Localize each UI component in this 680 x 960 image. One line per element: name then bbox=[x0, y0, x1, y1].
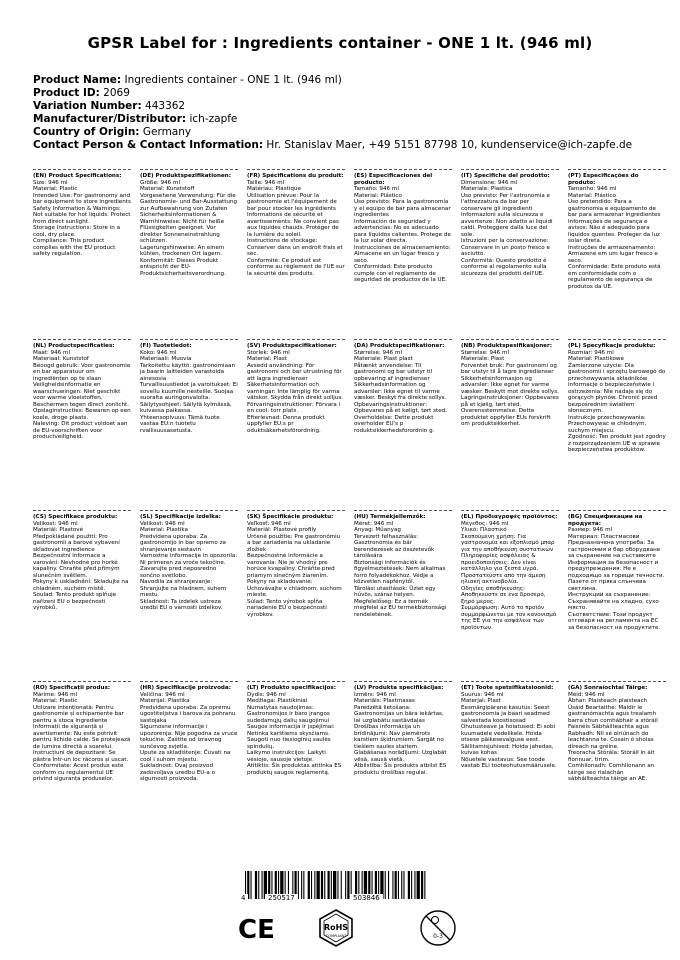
section-heading: (EN) Product Specifications: bbox=[33, 173, 122, 179]
spec-line: Størrelse: 946 ml bbox=[354, 349, 403, 356]
spec-line: Instructions de stockage: Conserver dans un endroit frais et sec. bbox=[247, 238, 345, 257]
spec-line: Turvallisuustiedot ja varoitukset: Ei sovellu kuumille nesteille. Suojaa suoralta auringonvalolta. bbox=[140, 382, 240, 401]
spec-line: Utilisation prévue: Pour la gastronomie et l'équipement de bar pour stocker les ingrédients bbox=[247, 192, 339, 212]
spec-line: Compliance: This product complies with the EU product safety regulation. bbox=[33, 238, 118, 257]
spec-line: Πληροφορίες ασφάλειας & προειδοποιήσεις: Δεν είναι κατάλληλο για ζεστά υγρά. Προστατεύστε από την άμεση ηλιακή ακτινοβολία. bbox=[461, 553, 548, 585]
spec-line: Información de seguridad y advertencias: No es adecuado para líquidos calientes. Protege de la luz solar directa. bbox=[354, 218, 453, 244]
spec-line: Информация за безопасност и предупреждения: Не е подходящо за горещи течности. Пазете от пряка слънчева светлина. bbox=[568, 559, 667, 592]
spec-line: Informations de sécurité et avertissements: Ne convient pas aux liquides chauds. Protéger de la lumière du soleil. bbox=[247, 212, 341, 238]
ce-mark-icon bbox=[238, 915, 275, 945]
spec-line: Suurus: 946 ml bbox=[461, 691, 504, 698]
info-value: Germany bbox=[142, 126, 192, 138]
spec-line: Съответствие: Този продукт отговаря на регламента на ЕС за безопасност на продуктите. bbox=[568, 611, 661, 631]
barcode-bar bbox=[388, 871, 389, 899]
barcode-bar bbox=[251, 871, 252, 899]
spec-line: Izmērs: 946 ml bbox=[354, 691, 396, 698]
spec-line: Biztonsági információk és figyelmeztetések: Nem alkalmas forró folyadékokhoz. Védje a közvetlen napfénytől. bbox=[354, 559, 448, 585]
spec-line: Mărime: 946 ml bbox=[33, 691, 78, 698]
spec-line: Materiale: Plast bbox=[461, 356, 505, 362]
spec-section-pl bbox=[568, 339, 666, 454]
barcode-bar bbox=[385, 871, 386, 899]
spec-line: Materiál: Plastové profily bbox=[247, 527, 317, 533]
spec-line: Instrucțiuni de depozitare: Se păstra într-un loc răcoros și uscat. bbox=[33, 750, 129, 763]
spec-line: Laikymo instrukcijos: Laikyti vėsioje, sausoje vietoje. bbox=[247, 750, 328, 763]
spec-section-it bbox=[461, 169, 559, 277]
spec-line: Lagringsinstruksjoner: Oppbevares på et kjølig, tørt sted. bbox=[461, 395, 561, 408]
spec-line: Dimensione: 946 ml bbox=[461, 179, 518, 186]
spec-line: Dydis: 946 ml bbox=[247, 691, 286, 698]
spec-line: Overensstemmelse: Dette produktet oppfyller EUs forskrift om produktsikkerhet. bbox=[461, 408, 553, 427]
spec-line: Predviđena uporaba: Za opremu ugostiteljstva i barova za pohranu sastojaka bbox=[140, 704, 238, 724]
info-value: ich-zapfe bbox=[189, 113, 238, 125]
spec-line: Instruções de armazenamento: Armazene em um lugar fresco e seco. bbox=[568, 244, 660, 264]
barcode-bar bbox=[308, 871, 310, 899]
spec-line: Velikost: 946 ml bbox=[33, 520, 78, 527]
spec-line: Faisnéis Sábháilteachta agus Rabhadh: Níl sé oiriúnach do leachtanna te. Cosain ó sholas díreach na gréine. bbox=[568, 724, 656, 750]
section-heading: (NL) Productspecificaties: bbox=[33, 343, 115, 349]
spec-line: Saugos informacija ir įspėjimai: Netinka karštiems skysčiams. Saugoti nuo tiesioginių saulės spindulių. bbox=[247, 724, 337, 750]
info-contact bbox=[33, 139, 632, 152]
spec-line: Conformitate: Acest produs este conform cu regulamentul UE privind siguranța produselor. bbox=[33, 763, 126, 782]
section-heading: (RO) Specificații produs: bbox=[33, 685, 111, 691]
barcode-bar bbox=[417, 871, 420, 899]
spec-line: Beoogd gebruik: Voor gastronomie en bar apparatuur om ingrediënten op te slaan bbox=[33, 362, 133, 382]
spec-line: Méret: 946 ml bbox=[354, 520, 394, 527]
spec-line: Zamierzone użycie: Dla gastronomii i sprzętu barowego do przechowywania składników bbox=[568, 362, 668, 382]
spec-section-cs bbox=[33, 510, 131, 612]
spec-line: Bezpečnostní informace a varování: Nevhodné pro horké kapaliny. Chraňte před přímým slunečním světlem. bbox=[33, 553, 122, 579]
page-title: GPSR Label for : Ingredients container - ONE 1 lt. (946 ml) bbox=[87, 34, 593, 52]
section-heading: (IT) Specifiche del prodotto: bbox=[461, 173, 550, 179]
spec-line: Veľkosť: 946 ml bbox=[247, 520, 291, 527]
spec-line: Storlek: 946 ml bbox=[247, 349, 290, 356]
spec-line: Méid: 946 ml bbox=[568, 691, 605, 698]
spec-line: Bezpečnostné informácie a varovania: Nie je vhodný pre horúce kvapaliny. Chráňte pred priamym slnečným žiarením. bbox=[247, 553, 337, 579]
spec-line: Materiāls: Plastmasas bbox=[354, 698, 415, 704]
spec-line: Conformité: Ce produit est conforme au règlement de l'UE sur la sécurité des produits. bbox=[247, 257, 347, 277]
barcode-bar bbox=[314, 871, 315, 899]
spec-line: Conformidade: Este produto está em conformidade com o regulamento de segurança de produtos da UE. bbox=[568, 264, 663, 290]
spec-line: Anyag: Műanyag bbox=[354, 527, 401, 533]
spec-line: Naleving: Dit product voldoet aan de EU-voorschriften voor productveiligheid. bbox=[33, 421, 130, 440]
spec-line: Nõuetele vastavus: See toode vastab ELi tooteohutusmäärusele. bbox=[461, 756, 557, 769]
info-value: Hr. Stanislav Maer, +49 5151 87798 10, kundenservice@ich-zapfe.de bbox=[266, 139, 633, 151]
spec-section-bg bbox=[568, 510, 666, 631]
barcode-bar bbox=[311, 871, 312, 899]
spec-line: Avsedd användning: För gastronomi och bar utrustning för att lagra ingredienser bbox=[247, 362, 344, 382]
spec-line: Maat: 946 ml bbox=[33, 349, 70, 356]
spec-line: Materjal: Plast bbox=[461, 698, 501, 704]
section-heading: (FR) Spécifications du produit: bbox=[247, 173, 344, 179]
rohs-sub-text: COMPLIANT bbox=[325, 934, 347, 938]
spec-section-da bbox=[354, 339, 452, 434]
section-heading: (SL) Specifikacije izdelka: bbox=[140, 514, 221, 520]
section-heading: (GA) Sonraíochtaí Táirge: bbox=[568, 685, 648, 691]
spec-section-lv bbox=[354, 681, 452, 776]
spec-section-nb bbox=[461, 339, 559, 428]
info-country bbox=[33, 126, 632, 139]
barcode-bar bbox=[411, 871, 412, 899]
spec-line: Súlad: Tento výrobok spĺňa nariadenie EÚ o bezpečnosti výrobkov. bbox=[247, 598, 329, 618]
spec-line: Megfelelőség: Ez a termék megfelel az EU termékbiztonsági rendeletének. bbox=[354, 598, 449, 618]
spec-line: Conformidad: Este producto cumple con el reglamento de seguridad de productos de la UE. bbox=[354, 264, 447, 283]
spec-section-ga bbox=[568, 681, 666, 783]
spec-line: Forventet bruk: For gastronomi og bar utstyr til å lagre ingredienser bbox=[461, 362, 559, 375]
ce-mark-text: CE bbox=[238, 915, 275, 945]
barcode-bar bbox=[303, 871, 304, 899]
barcode-bar bbox=[255, 871, 257, 899]
barcode-bar bbox=[258, 871, 259, 899]
section-heading: (ET) Toote spetsifikatsioonid: bbox=[461, 685, 554, 691]
section-heading: (BG) Спецификации на продукта: bbox=[568, 514, 643, 527]
barcode-bar bbox=[424, 871, 425, 899]
spec-line: Størrelse: 946 ml bbox=[461, 349, 510, 356]
barcode-bar bbox=[403, 871, 404, 899]
spec-line: Conformità: Questo prodotto è conforme al regolamento sulla sicurezza dei prodotti dell'UE. bbox=[461, 257, 549, 277]
spec-line: Säilitamisjuhised: Hoida jahedas, kuivas kohas. bbox=[461, 743, 556, 756]
barcode-digits-left: 250517 bbox=[265, 894, 298, 902]
spec-line: Utilizare intenționată: Pentru gastronomie și echipamente bar pentru a stoca ingrediente bbox=[33, 704, 126, 724]
spec-line: Informações de segurança e avisos: Não é adequado para líquidos quentes. Proteger da luz solar direta. bbox=[568, 218, 662, 244]
spec-line: Lagerungshinweise: An einem kühlen, trockenen Ort lagern. bbox=[140, 244, 226, 257]
spec-line: Vorgesehene Verwendung: Für die Gastronomie- und Bar-Ausstattung zur Aufbewahrung von Zutaten bbox=[140, 192, 239, 212]
compliance-marks bbox=[228, 908, 458, 948]
info-label: Manufacturer/Distributor: bbox=[33, 113, 187, 125]
spec-line: Varnostne informacije in opozorila: Ni primeren za vroče tekočine. Zavarujte pred neposredno sončno svetlobo. bbox=[140, 553, 239, 579]
barcode-bar bbox=[321, 871, 323, 899]
spec-line: Materiale: Plast plast bbox=[354, 356, 413, 362]
spec-line: Tárolási utasítások: Üzlet egy hűvös, száraz helyen. bbox=[354, 585, 438, 598]
spec-section-nl bbox=[33, 339, 131, 441]
section-heading: (SV) Produktspecifikationer: bbox=[247, 343, 337, 349]
spec-line: Predvidena uporaba: Za gastronomijo in bar opremo za shranjevanje sestavin bbox=[140, 533, 228, 553]
spec-line: Инструкции за съхранение: Съхранявайте на хладно, сухо място. bbox=[568, 592, 661, 611]
spec-line: Atbilstība: Šis produkts atbilst ES produktu drošības regulai. bbox=[354, 763, 449, 776]
spec-line: Koko: 946 ml bbox=[140, 349, 177, 356]
info-product-id bbox=[33, 87, 632, 100]
info-variation-number bbox=[33, 100, 632, 113]
section-heading: (LV) Produkta specifikācijas: bbox=[354, 685, 444, 691]
section-heading: (EL) Προδιαγραφές προϊόντος: bbox=[461, 514, 558, 520]
spec-line: Συμμόρφωση: Αυτό το προϊόν συμμορφώνεται με τον κανονισμό της ΕΕ για την ασφάλεια των προϊόντων. bbox=[461, 605, 559, 631]
spec-line: Предназначена употреба: За гастрономия и бар оборудване за съхранение на съставките bbox=[568, 540, 662, 559]
spec-line: Storage Instructions: Store in a cool, dry place. bbox=[33, 225, 122, 238]
spec-line: Veiligheidsinformatie en waarschuwingen: Niet geschikt voor warme vloeistoffen. Beschermen tegen direct zonlicht. bbox=[33, 382, 129, 408]
spec-line: Veličina: 946 ml bbox=[140, 691, 185, 698]
section-heading: (PL) Specyfikacje produktu: bbox=[568, 343, 656, 349]
spec-line: Förvaringsinstruktioner: Förvara i en cool, torr plats. bbox=[247, 401, 342, 414]
age-range-text: 0-3 bbox=[433, 933, 443, 940]
spec-line: Istruzioni per la conservazione: Conservare in un posto fresco e asciutto. bbox=[461, 238, 552, 257]
barcode-bar bbox=[328, 871, 330, 899]
spec-line: Velikost: 946 ml bbox=[140, 520, 185, 527]
rohs-text: RoHS bbox=[323, 923, 349, 932]
section-heading: (HR) Specifikacije proizvoda: bbox=[140, 685, 231, 691]
spec-line: Tarkoitettu käyttö: gastronomiaan ja baarin laitteiden varastoida ainesosia bbox=[140, 362, 237, 382]
spec-line: Säkerhetsinformation och varningar: Inte lämplig för varma vätskor. Skydda från direkt solljus. bbox=[247, 382, 344, 401]
info-label: Variation Number: bbox=[33, 100, 142, 112]
spec-section-de bbox=[140, 169, 238, 277]
barcode-bar bbox=[414, 871, 415, 899]
spec-line: Instrukcje przechowywania: Przechowywać w chłodnym, suchym miejscu. bbox=[568, 414, 649, 434]
info-value: Ingredients container - ONE 1 lt. (946 ml) bbox=[124, 74, 342, 86]
spec-line: Rozmiar: 946 ml bbox=[568, 349, 614, 356]
spec-line: Σκοπούμενη χρήση: Για γαστρονομία και εξοπλισμό μπαρ για την αποθήκευση συστατικών bbox=[461, 533, 557, 553]
spec-line: Материал: Пластмасови bbox=[568, 533, 640, 540]
barcode-bar bbox=[301, 871, 302, 899]
spec-section-ro bbox=[33, 681, 131, 783]
spec-section-hu bbox=[354, 510, 452, 618]
barcode-bar bbox=[392, 871, 393, 899]
spec-section-pt bbox=[568, 169, 666, 290]
spec-section-lt bbox=[247, 681, 345, 776]
section-heading: (HU) Termékjellemzők: bbox=[354, 514, 426, 520]
spec-line: Größe: 946 ml bbox=[140, 179, 181, 186]
spec-line: Materiaali: Muovia bbox=[140, 356, 192, 362]
barcode-bar bbox=[337, 871, 338, 899]
barcode-bar bbox=[421, 871, 423, 899]
info-manufacturer bbox=[33, 113, 632, 126]
spec-line: Opslaginstructies: Bewaren op een koele, droge plaats. bbox=[33, 408, 133, 421]
section-heading: (ES) Especificaciones del producto: bbox=[354, 173, 433, 186]
barcode-bar bbox=[333, 871, 336, 899]
spec-section-en bbox=[33, 169, 131, 258]
spec-line: Informazioni sulla sicurezza e avvertenze: Non adatto ai liquidi caldi. Proteggere dalla luce del sole. bbox=[461, 212, 555, 238]
product-info bbox=[33, 74, 632, 152]
spec-line: Uso pretendido: Para a gastronomia e equipamento de bar para armazenar ingredientes bbox=[568, 199, 661, 218]
spec-line: Uso previsto: Per l'astronomia e l'attrezzatura da bar per conservare gli ingredienti bbox=[461, 192, 552, 212]
section-heading: (DE) Produktspezifikationen: bbox=[140, 173, 231, 179]
barcode-bar bbox=[345, 871, 346, 899]
spec-line: Efterlevnad: Denna produkt uppfyller EU:s pr oduktsäkerhetsförordning. bbox=[247, 414, 327, 434]
barcode-bar bbox=[324, 871, 325, 899]
section-heading: (CS) Specifikace produktu: bbox=[33, 514, 118, 520]
spec-line: Skladnost: Ta izdelek ustreza uredbi EU o varnosti izdelkov. bbox=[140, 598, 223, 611]
spec-line: Material: Plastic bbox=[33, 698, 78, 704]
spec-section-sv bbox=[247, 339, 345, 434]
spec-line: Tamaño: 946 ml bbox=[354, 186, 399, 192]
spec-line: Påtænkt anvendelse: Til gastronomi og bar udstyr til opbevaring af ingredienser bbox=[354, 362, 434, 382]
spec-line: Zgodność: Ten produkt jest zgodny z rozporządzeniem UE w sprawie bezpieczeństwa produktów. bbox=[568, 434, 668, 453]
spec-line: Material: Plástico bbox=[568, 192, 616, 199]
spec-line: Uso previsto: Para la gastronomía y el equipo de bar para almacenar ingredientes bbox=[354, 199, 453, 218]
info-value: 2069 bbox=[103, 87, 130, 99]
spec-line: Ohutusteave ja hoiatused: Ei sobi kuumadele vedelikele. Hoida otsese päikesevalguse eest. bbox=[461, 724, 557, 743]
spec-line: Opbevaringsinstruktioner: Opbevares på et køligt, tørt sted. bbox=[354, 401, 447, 414]
spec-line: Tervezett felhasználás: Gasztronómia és bár berendezések az összetevők tárolására bbox=[354, 533, 437, 559]
barcode-digits-right: 503846 bbox=[350, 894, 383, 902]
spec-line: Pokyny na skladovanie: Uchovávajte v chladnom, suchom mieste. bbox=[247, 579, 344, 598]
barcode-bar bbox=[331, 871, 332, 899]
info-label: Product Name: bbox=[33, 74, 122, 86]
spec-line: Material: Plástico bbox=[354, 192, 402, 199]
spec-line: Taille: 946 ml bbox=[247, 179, 285, 186]
spec-line: Určené použitie: Pre gastronómiu a bar zariadenia na ukladanie zložiek bbox=[247, 533, 343, 553]
spec-line: Size: 946 ml bbox=[33, 179, 68, 186]
spec-line: Treoracha Stórála: Stóráil in áit fionnuar, tirim. bbox=[568, 750, 657, 763]
barcode-digit-1: 4 bbox=[238, 894, 248, 902]
spec-line: Informacje o bezpieczeństwie i ostrzeżenia: Nie nadaje się do gorących płynów. Chronić przed bezpośrednim światłem słonecznym. bbox=[568, 382, 660, 414]
spec-line: Materiale: Plastica bbox=[461, 186, 513, 192]
section-heading: (SK) Špecifikácie produktu: bbox=[247, 514, 334, 520]
spec-section-fi bbox=[140, 339, 238, 434]
spec-line: Materiál: Plastové bbox=[33, 527, 84, 533]
info-label: Product ID: bbox=[33, 87, 100, 99]
section-heading: (NB) Produktspesifikasjoner: bbox=[461, 343, 552, 349]
spec-line: Overholdelse: Dette produkt overholder EU's p roduktsikkerhedsforordnin g. bbox=[354, 414, 436, 434]
barcode-bar bbox=[395, 871, 397, 899]
spec-line: Intended Use: For gastronomy and bar equipment to store ingredients bbox=[33, 192, 132, 205]
spec-line: Safety Information & Warnings: Not suitable for hot liquids. Protect from direct sunlight. bbox=[33, 205, 133, 225]
barcode-bar bbox=[408, 871, 410, 899]
spec-line: Glabāšanas norādījumi: Uzglabāt vēsā, sausā vietā. bbox=[354, 750, 449, 763]
spec-line: Navodila za shranjevanje: Shranjujte na hladnem, suhem mestu. bbox=[140, 579, 228, 598]
section-heading: (PT) Especificações do produto: bbox=[568, 173, 639, 186]
spec-line: Soulad: Tento produkt splňuje nařízení EU o bezpečnosti výrobků. bbox=[33, 592, 118, 611]
spec-section-hr bbox=[140, 681, 238, 783]
spec-line: Numatytas naudojimas: Gastronomijos ir baro įrangos sudedamųjų dalių saugojimui bbox=[247, 704, 332, 724]
spec-section-sk bbox=[247, 510, 345, 618]
spec-line: Μέγεθος: 946 ml bbox=[461, 520, 509, 527]
spec-line: Material: Plastika bbox=[140, 527, 188, 533]
spec-line: Sicherheitsinformationen & Warnhinweise: Nicht für heiße Flüssigkeiten geeignet. Vor direkter Sonneneinstrahlung schützen. bbox=[140, 212, 226, 244]
spec-line: Material: Plastic bbox=[33, 186, 78, 192]
spec-line: Upute za skladištenje: Čuvati na cool i suhom mjestu. bbox=[140, 750, 233, 763]
barcode-bar bbox=[341, 871, 342, 899]
spec-line: Atitiktis: Šis produktas atitinka ES produktų saugos reglamentą. bbox=[247, 763, 344, 776]
spec-line: Ábhar: Plaisteach plaisteach bbox=[568, 698, 648, 704]
section-heading: (DA) Produktspecifikationer: bbox=[354, 343, 445, 349]
spec-line: Υλικό: Πλαστικό bbox=[461, 527, 507, 533]
age-warning-icon bbox=[421, 911, 455, 945]
spec-line: Drošības informācija un brīdinājumi: Nav piemērots karstiem šķidrumiem. Sargāt no tiešiem saules stariem. bbox=[354, 724, 446, 750]
spec-line: Materiaal: Kunststof bbox=[33, 356, 89, 362]
spec-section-et bbox=[461, 681, 559, 770]
spec-section-es bbox=[354, 169, 452, 284]
spec-line: Medžiaga: Plastikiniai bbox=[247, 698, 308, 704]
info-value: 443362 bbox=[145, 100, 186, 112]
spec-line: Yhteensopivuus: Tämä tuote vastaa EU:n tuotetu rvallisuusasetusta. bbox=[140, 414, 222, 434]
barcode-bar bbox=[398, 871, 399, 899]
spec-line: Materijal: Plastika bbox=[140, 698, 190, 704]
spec-line: Οδηγίες αποθήκευσης: Αποθηκεύστε σε ένα δροσερό, ξηρό μέρος. bbox=[461, 585, 548, 605]
spec-section-el bbox=[461, 510, 559, 631]
spec-line: Matériau: Plastique bbox=[247, 186, 301, 192]
spec-line: Material: Kunststoff bbox=[140, 186, 195, 192]
spec-line: Tamanho: 946 ml bbox=[568, 186, 617, 192]
spec-line: Eesmärgipärane kasutus: Seest gastronoomia ja baari seadmed salvestada koostisosad bbox=[461, 704, 552, 724]
spec-line: Sikkerhetsinformasjon og advarsler: Ikke egnet for varme væsker. Beskytt mot direkte sollys. bbox=[461, 375, 559, 395]
spec-section-sl bbox=[140, 510, 238, 612]
spec-line: Material: Plast bbox=[247, 356, 287, 362]
section-heading: (LT) Produkto specifikacijos: bbox=[247, 685, 336, 691]
spec-section-fr bbox=[247, 169, 345, 277]
info-label: Country of Origin: bbox=[33, 126, 140, 138]
spec-line: Säilytysohjeet: Säilytä kylmässä, kuivassa paikassa. bbox=[140, 401, 234, 414]
rohs-icon bbox=[320, 910, 352, 946]
spec-line: Konformität: Dieses Produkt entspricht der EU-Produktsicherheitsverordnung. bbox=[140, 257, 226, 277]
spec-line: Materiał: Plastikowe bbox=[568, 356, 624, 362]
barcode-bar bbox=[317, 871, 320, 899]
spec-line: Размер: 946 ml bbox=[568, 527, 613, 533]
spec-line: Instrucciones de almacenamiento: Almacene en un lugar fresco y seco. bbox=[354, 244, 453, 264]
info-label: Contact Person & Contact Information: bbox=[33, 139, 264, 151]
spec-line: Sigurnosne informacije i upozorenja: Nije pogodna za vruće tekućine. Zaštite od izravnog sunčevog svjetla. bbox=[140, 724, 240, 750]
spec-line: Předpokládané použití: Pro gastronomii a barové vybavení skladovat ingredience bbox=[33, 533, 122, 553]
ean-barcode bbox=[235, 871, 435, 909]
barcode-bar bbox=[298, 871, 299, 899]
spec-line: Sukladnost: Ovaj proizvod zadovoljava uredbu EU-a o sigurnosti proizvoda. bbox=[140, 763, 217, 782]
spec-line: Úsáid Beartaithe: Maidir le gastranómachta agus trealamh barra chun comhábhair a stóráil bbox=[568, 704, 658, 724]
info-product-name bbox=[33, 74, 632, 87]
spec-line: Comhlíonadh: Comhlíonann an táirge seo rialachán sábháilteachta táirge an AE. bbox=[568, 763, 657, 782]
spec-line: Paredzētā lietošana: Gastronomijas un bāra iekārtas, lai uzglabātu sastāvdaļas bbox=[354, 704, 446, 724]
spec-line: Pokyny k uskladnění: Skladujte na chladném, suchém místě. bbox=[33, 579, 131, 592]
barcode-bar bbox=[262, 871, 263, 899]
spec-line: Sikkerhedsinformation og advarsler: Ikke egnet til varme væsker. Beskyt fra direkte sollys. bbox=[354, 382, 447, 401]
barcode-bar bbox=[401, 871, 402, 899]
spec-line: Informații de siguranță și avertismente: Nu este potrivit pentru lichide calde. Se protejează de lumina directă a soarelui. bbox=[33, 724, 133, 750]
section-heading: (FI) Tuotetiedot: bbox=[140, 343, 192, 349]
